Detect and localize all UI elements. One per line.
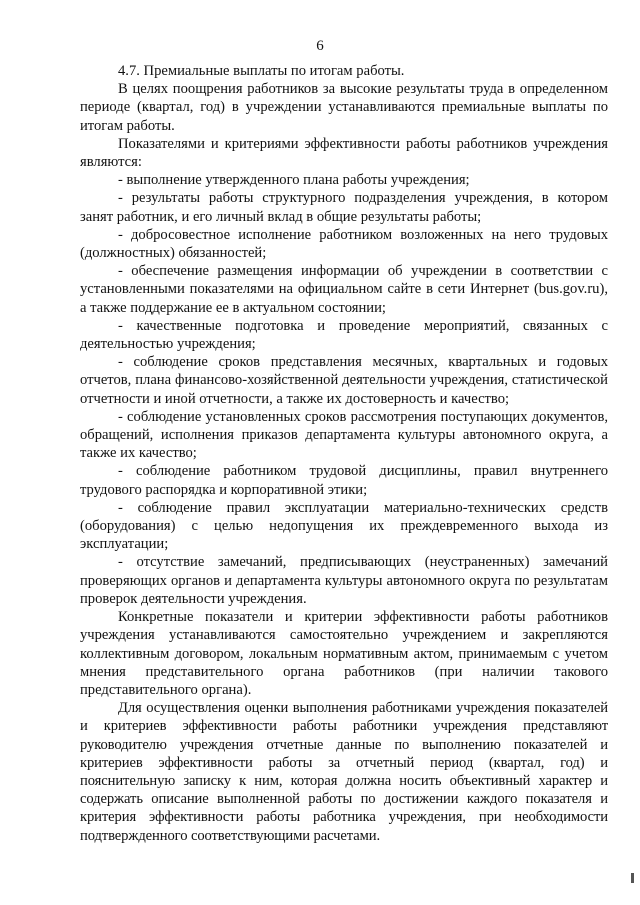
document-body bbox=[80, 62, 608, 845]
scan-edge-mark bbox=[631, 873, 634, 883]
list-item-results: - результаты работы структурного подразделения учреждения, в котором занят работник, и его личный вклад в общие результаты работы; bbox=[80, 190, 608, 225]
list-item-duties: - добросовестное исполнение работником возложенных на него трудовых (должностных) обязанностей; bbox=[80, 226, 608, 262]
page-number: 6 bbox=[316, 38, 324, 54]
list-item-discipline: - соблюдение работником трудовой дисциплины, правил внутреннего трудового распорядка и корпоративной этики; bbox=[80, 463, 608, 498]
list-item-events: - качественные подготовка и проведение мероприятий, связанных с деятельностью учреждения; bbox=[80, 317, 608, 353]
paragraph-purpose: В целях поощрения работников за высокие результаты труда в определенном периоде (квартал, год) в учреждении устанавливаются премиальные выплаты по итогам работы. bbox=[80, 81, 608, 134]
section-heading-4-7: 4.7. Премиальные выплаты по итогам работы. bbox=[118, 63, 405, 79]
list-item-no-remarks: - отсутствие замечаний, предписывающих (неустраненных) замечаний проверяющих органов и департамента культуры автономного округа по результатам проверок деятельности учреждения. bbox=[80, 554, 608, 607]
list-item-deadlines: - соблюдение установленных сроков рассмотрения поступающих документов, обращений, исполнения приказов департамента культуры автономного округа, а также их качество; bbox=[80, 408, 608, 462]
list-item-website: - обеспечение размещения информации об учреждении в соответствии с установленными показателями на официальном сайте в сети Интернет (bus.gov.ru), а также поддержание ее в актуальном состоянии; bbox=[80, 263, 608, 316]
list-item-reporting: - соблюдение сроков представления месячных, квартальных и годовых отчетов, плана финансово-хозяйственной деятельности учреждения, статистической отчетности и иной отчетности, а также их достоверность и качество; bbox=[80, 354, 608, 407]
paragraph-specific-criteria: Конкретные показатели и критерии эффективности работы работников учреждения устанавливаются самостоятельно учреждением и закрепляются коллективным договором, локальным нормативным актом, принимаемым с учетом мнения представительного органа работников (при наличии такового представительного органа). bbox=[80, 609, 608, 698]
list-item-plan: - выполнение утвержденного плана работы учреждения; bbox=[118, 172, 470, 189]
list-item-equipment: - соблюдение правил эксплуатации материально-технических средств (оборудования) с целью недопущения их преждевременного выхода из эксплуатации; bbox=[80, 499, 608, 553]
paragraph-criteria-intro: Показателями и критериями эффективности работы работников учреждения являются: bbox=[80, 135, 608, 171]
paragraph-assessment: Для осуществления оценки выполнения работниками учреждения показателей и критериев эффективности работы работники учреждения представляют руководителю учреждения отчетные данные по выполнению показателей и критериев эффективности работы за отчетный период (квартал, год) и пояснительную записку к ним, которая должна носить объективный характер и содержать описание выполненной работы по достижении каждого показателя и критерия эффективности работы работника учреждения, при необходимости подтвержденного соответствующими расчетами. bbox=[80, 700, 608, 844]
